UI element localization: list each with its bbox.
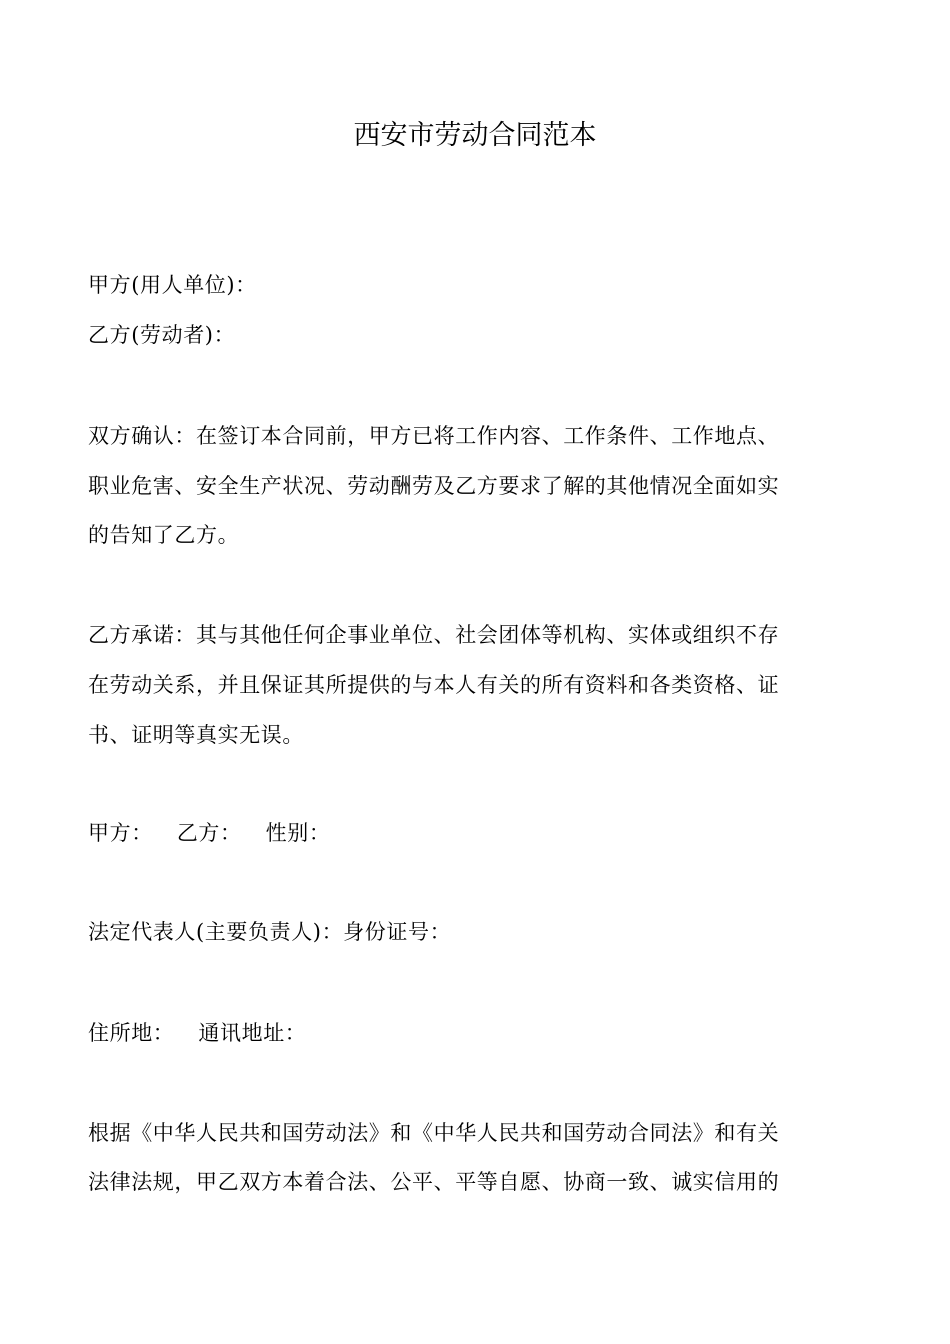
field-residence: 住所地： bbox=[88, 1021, 175, 1045]
commitment-line-3: 书、证明等真实无误。 bbox=[88, 723, 304, 747]
field-legal-representative: 法定代表人(主要负责人)：身份证号： bbox=[88, 920, 452, 944]
confirmation-line-3: 的告知了乙方。 bbox=[88, 523, 240, 547]
fields-row-addresses bbox=[88, 1018, 868, 1048]
page-title: 西安市劳动合同范本 bbox=[353, 120, 597, 151]
field-gender: 性别： bbox=[265, 821, 331, 845]
field-mailing-address: 通讯地址： bbox=[198, 1021, 307, 1045]
party-b-label: 乙方(劳动者)： bbox=[88, 323, 236, 347]
confirmation-line-1: 双方确认：在签订本合同前，甲方已将工作内容、工作条件、工作地点、 bbox=[88, 424, 780, 448]
commitment-line-1: 乙方承诺：其与其他任何企事业单位、社会团体等机构、实体或组织不存 bbox=[88, 623, 780, 647]
basis-line-1: 根据《中华人民共和国劳动法》和《中华人民共和国劳动合同法》和有关 bbox=[88, 1121, 780, 1145]
confirmation-line-2: 职业危害、安全生产状况、劳动酬劳及乙方要求了解的其他情况全面如实 bbox=[88, 474, 780, 498]
basis-line-2: 法律法规，甲乙双方本着合法、公平、平等自愿、协商一致、诚实信用的 bbox=[88, 1170, 780, 1194]
field-party-b: 乙方： bbox=[176, 821, 242, 845]
party-a-label: 甲方(用人单位)： bbox=[88, 273, 257, 297]
fields-row-parties bbox=[88, 818, 868, 848]
field-party-a: 甲方： bbox=[88, 821, 153, 845]
commitment-line-2: 在劳动关系，并且保证其所提供的与本人有关的所有资料和各类资格、证 bbox=[88, 673, 780, 697]
